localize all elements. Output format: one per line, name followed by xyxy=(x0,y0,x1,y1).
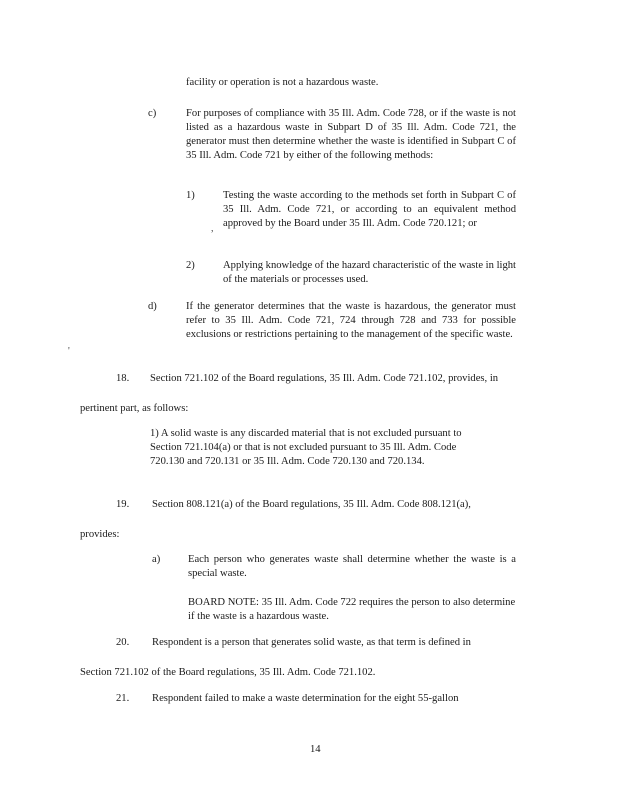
board-note: BOARD NOTE: 35 Ill. Adm. Code 722 requires the person to also determine if the waste is a hazardous waste. xyxy=(188,597,516,622)
sub-item-1-label: 1) xyxy=(186,190,195,201)
scan-mark: ' xyxy=(68,346,70,357)
sub-item-2-label: 2) xyxy=(186,260,195,271)
para-20-line2: Section 721.102 of the Board regulations, 35 Ill. Adm. Code 721.102. xyxy=(80,667,376,678)
para-19-number: 19. xyxy=(116,499,130,510)
sub-item-1-text: Testing the waste according to the methods set forth in Subpart C of 35 Ill. Adm. Code 721, or according to an equivalent method approved by the Board under 35 Ill. Adm. Code 720.121; or xyxy=(223,190,516,229)
para-18-quote: 1) A solid waste is any discarded material that is not excluded pursuant to Section 721.104(a) or that is not excluded pursuant to 35 Ill. Adm. Code 720.130 and 720.131 or 35 Ill. Adm. Code 720.130 and 720.134. xyxy=(150,428,462,467)
para-20-number: 20. xyxy=(116,637,130,648)
item-c-label: c) xyxy=(148,108,157,119)
scan-mark: , xyxy=(211,223,214,234)
para-18-number: 18. xyxy=(116,373,130,384)
continuation-text: facility or operation is not a hazardous waste. xyxy=(186,77,379,88)
item-d-text: If the generator determines that the waste is hazardous, the generator must refer to 35 Ill. Adm. Code 721, 724 through 728 and 733 for possible exclusions or restrictions pertaining to the management of the specific waste. xyxy=(186,301,516,340)
para-18-line2: pertinent part, as follows: xyxy=(80,403,189,414)
para-19-item-label: a) xyxy=(152,554,161,565)
para-19-line1: Section 808.121(a) of the Board regulations, 35 Ill. Adm. Code 808.121(a), xyxy=(152,499,471,510)
item-c-text: For purposes of compliance with 35 Ill. Adm. Code 728, or if the waste is not listed as a hazardous waste in Subpart D of 35 Ill. Adm. Code 721, the generator must then determine whether the waste is identified in Subpart C of 35 Ill. Adm. Code 721 by either of the following methods: xyxy=(186,108,516,161)
para-18-line1: Section 721.102 of the Board regulations, 35 Ill. Adm. Code 721.102, provides, in xyxy=(150,373,499,384)
item-d-label: d) xyxy=(148,301,157,312)
page-number: 14 xyxy=(310,744,321,755)
para-20-line1: Respondent is a person that generates solid waste, as that term is defined in xyxy=(152,637,471,648)
sub-item-2-text: Applying knowledge of the hazard characteristic of the waste in light of the materials or processes used. xyxy=(223,260,516,285)
para-19-line2: provides: xyxy=(80,529,120,540)
para-19-item-text: Each person who generates waste shall determine whether the waste is a special waste. xyxy=(188,554,516,579)
para-21-number: 21. xyxy=(116,693,130,704)
para-21-line1: Respondent failed to make a waste determination for the eight 55-gallon xyxy=(152,693,459,704)
